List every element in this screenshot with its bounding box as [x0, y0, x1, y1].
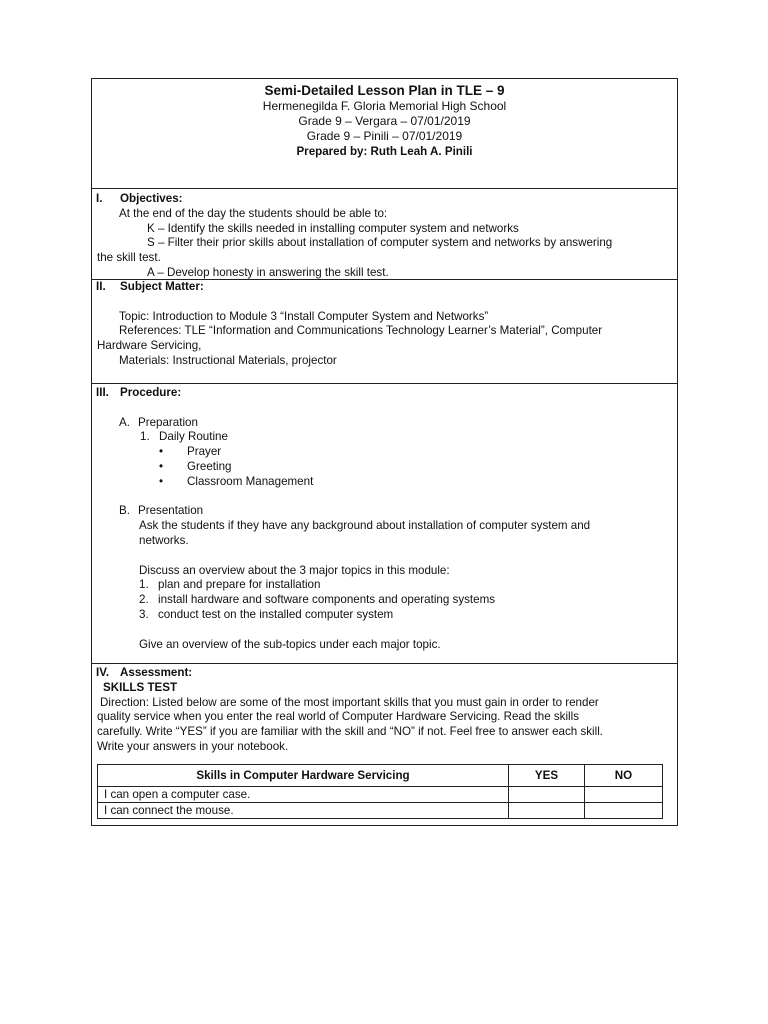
assessment-section: [92, 664, 677, 825]
section-vergara: Grade 9 – Vergara – 07/01/2019: [298, 114, 471, 128]
daily-routine: 1. Daily Routine: [140, 430, 228, 444]
objective-knowledge: K – Identify the skills needed in installing computer system and networks: [147, 221, 519, 235]
topic-item: 2. install hardware and software components and operating systems: [139, 593, 496, 607]
column-header-skills: Skills in Computer Hardware Servicing: [98, 765, 509, 787]
topic-item: 1. plan and prepare for installation: [139, 578, 321, 592]
presentation-ask: Ask the students if they have any background about installation of computer system and: [139, 519, 591, 533]
assessment-heading: IV. Assessment:: [96, 666, 193, 679]
skill-cell: I can open a computer case.: [98, 787, 509, 803]
document-title: Semi-Detailed Lesson Plan in TLE – 9: [264, 83, 505, 98]
objective-attitude: A – Develop honesty in answering the skill test.: [147, 265, 389, 279]
direction-line: carefully. Write “YES” if you are familiar with the skill and “NO” if not. Feel free to answer each skill.: [97, 725, 604, 739]
no-cell: [585, 803, 663, 819]
presentation-discuss: Discuss an overview about the 3 major topics in this module:: [139, 563, 450, 577]
objective-skill: S – Filter their prior skills about installation of computer system and networks by answering: [147, 236, 613, 250]
objectives-heading: I. Objectives:: [96, 192, 183, 205]
subject-references-cont: Hardware Servicing,: [97, 339, 202, 353]
bullet-greeting: • Greeting: [159, 459, 232, 473]
prepared-by: Prepared by: Ruth Leah A. Pinili: [296, 145, 473, 158]
direction-line: Direction: Listed below are some of the most important skills that you must gain in order to render: [100, 695, 599, 709]
skills-table: [97, 764, 663, 819]
column-header-no: NO: [585, 765, 663, 787]
no-cell: [585, 787, 663, 803]
document-header: [92, 79, 677, 189]
procedure-section: [92, 384, 677, 664]
skills-table-header: [98, 765, 663, 787]
section-pinili: Grade 9 – Pinili – 07/01/2019: [306, 129, 463, 143]
presentation-ask-cont: networks.: [139, 533, 189, 547]
subject-matter-heading: II. Subject Matter:: [96, 280, 204, 293]
table-row: [98, 803, 663, 819]
objective-skill-cont: the skill test.: [97, 251, 161, 265]
table-row: [98, 787, 663, 803]
direction-line: Write your answers in your notebook.: [97, 739, 289, 753]
yes-cell: [509, 803, 585, 819]
skills-test-label: SKILLS TEST: [103, 680, 178, 694]
presentation-heading: B. Presentation: [119, 504, 204, 518]
objectives-intro: At the end of the day the students should be able to:: [119, 206, 388, 220]
skill-cell: I can connect the mouse.: [98, 803, 509, 819]
preparation-heading: A. Preparation: [119, 415, 198, 429]
presentation-overview: Give an overview of the sub-topics under each major topic.: [139, 637, 441, 651]
column-header-yes: YES: [509, 765, 585, 787]
procedure-heading: III. Procedure:: [96, 386, 182, 399]
topic-item: 3. conduct test on the installed computer system: [139, 607, 394, 621]
bullet-prayer: • Prayer: [159, 445, 222, 459]
subject-topic: Topic: Introduction to Module 3 “Install Computer System and Networks”: [119, 309, 489, 323]
school-name: Hermenegilda F. Gloria Memorial High School: [262, 99, 507, 113]
objectives-section: [92, 189, 677, 280]
lesson-plan-document: [91, 78, 678, 826]
subject-materials: Materials: Instructional Materials, projector: [119, 353, 337, 367]
subject-matter-section: [92, 280, 677, 384]
bullet-classroom-management: • Classroom Management: [159, 474, 314, 488]
subject-references: References: TLE “Information and Communications Technology Learner’s Material”, Computer: [119, 324, 603, 338]
yes-cell: [509, 787, 585, 803]
direction-line: quality service when you enter the real world of Computer Hardware Servicing. Read the skills: [97, 710, 580, 724]
